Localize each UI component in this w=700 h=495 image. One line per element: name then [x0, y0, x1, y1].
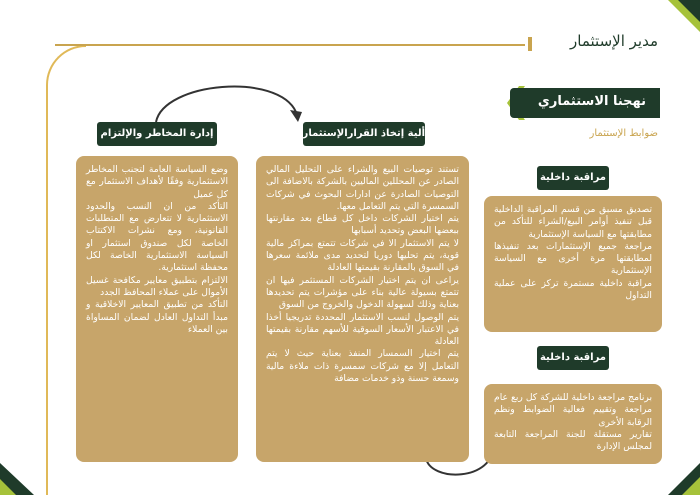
card-paragraph: تقارير مستقلة للجنة المراجعة التابعة لمجلس الإدارة	[494, 428, 652, 453]
card-paragraph: يتم اختيار الشركات داخل كل قطاع بعد مقارنتها ببعضها البعض وتحديد أسبابها	[266, 213, 459, 237]
card-paragraph: برنامج مراجعة داخلية للشركة كل ربع عام مراجعة وتقييم فعالية الضوابط ونظم الرقابة الأخرى	[494, 392, 652, 428]
corner-decoration-top-right	[658, 0, 700, 42]
internal-audit-card	[484, 384, 662, 464]
card-paragraph: التأكد من تطبيق المعايير الاخلاقية و مبدأ التداول العادل لضمان المساواة بين العملاء	[86, 299, 228, 335]
risk-management-label: إدارة المخاطر والإلتزام	[97, 122, 217, 146]
card-paragraph: التأكد من ان النسب والحدود الاستثمارية لا تتعارض مع المتطلبات القانونية، ومع نشرات الاكتتاب الخاصة لكل صندوق استثمار او السياسة الاستثمارية الخاصة لكل محفظة استثمارية.	[86, 200, 228, 274]
section-subtitle: ضوابط الإستثمار	[589, 128, 658, 139]
card-paragraph: لا يتم الاستثمار الا في شركات تتمتع بمراكز مالية قوية، يتم تحليها دوريا لتحديد مدى ملائمة سعرها في السوق بالمقارنة بقيمتها العادلة	[266, 237, 459, 274]
card-paragraph: مراقبة داخلية مستمرة تركز على عملية التداول	[494, 277, 652, 302]
card-paragraph: يتم اختيار السمسار المنفذ بعناية حيث لا يتم التعامل إلا مع شركات سمسرة ذات ملاءة مالية وسمعة حسنة وذو خدمات مضافة	[266, 348, 459, 385]
card-paragraph: مراجعة جميع الإستثمارات بعد تنفيذها لمطابقتها مرة أخرى مع السياسة الإستثمارية	[494, 240, 652, 277]
header-divider	[55, 44, 525, 46]
decision-mechanism-label: ألية إتخاذ القرارالإستثماري	[303, 122, 425, 146]
card-paragraph: تصديق مسبق من قسم المراقبة الداخلية قبل تنفيذ أوامر البيع/الشراء للتأكد من مطابقتها مع السياسة الإستثمارية	[494, 204, 652, 240]
card-paragraph: الالتزام بتطبيق معايير مكافحة غسيل الأموال على عملاء المحافظ الجدد	[86, 274, 228, 298]
internal-control-card	[484, 196, 662, 332]
corner-decoration-bottom-right	[660, 455, 700, 495]
internal-control-label: مراقبة داخلية	[537, 166, 609, 190]
card-paragraph: تستند توصيات البيع والشراء على التحليل المالي الصادر عن المحللين الماليين بالشركة بالاضافة الى التوصيات الصادرة عن ادارات البحوث في شركات السمسرة التي يتم التعامل معها.	[266, 164, 459, 212]
section-banner-title: نهجنا الاستثماري	[537, 94, 646, 109]
curved-arrow-icon	[148, 72, 308, 126]
decision-mechanism-card	[256, 156, 469, 462]
card-paragraph: يراعى ان يتم اختيار الشركات المستثمر فيها ان تتمتع بسيولة عالية بناء على مؤشرات يتم تحديدها بعناية وذلك لسهولة الدخول والخروج من السوق	[266, 274, 459, 311]
page-title: مدير الإستثمار	[570, 32, 658, 50]
corner-decoration-bottom-left	[0, 455, 42, 495]
card-paragraph: يتم الوصول لنسب الاستثمار المحددة تدريجيا أخذا في الاعتبار الأسعار السوقية للأسهم مقارنة بقيمتها العادلة	[266, 311, 459, 348]
risk-management-card	[76, 156, 238, 462]
internal-control-label: مراقبة داخلية	[537, 346, 609, 370]
card-paragraph: وضع السياسة العامة لتجنب المخاطر الاستثمارية وفقًا لأهداف الاستثمار مع كل عميل	[86, 164, 228, 200]
